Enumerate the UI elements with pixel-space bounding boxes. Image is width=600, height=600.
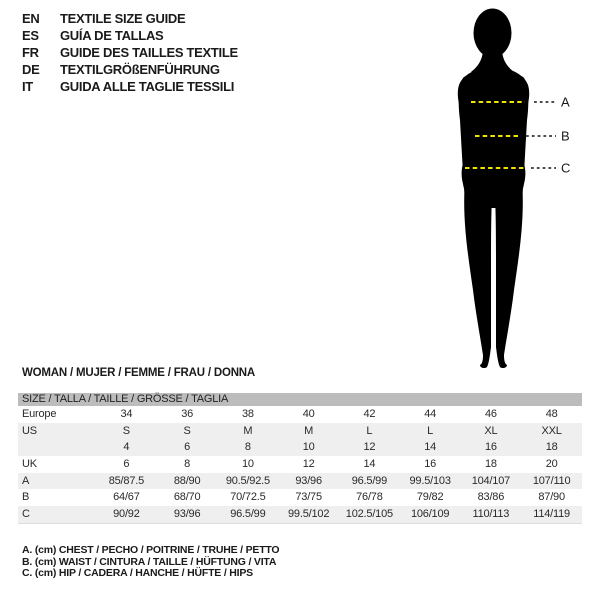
size-cell: 10	[241, 458, 254, 471]
size-cell: 85/87.5	[108, 474, 145, 487]
size-cell: 16	[484, 441, 497, 454]
language-row	[22, 44, 238, 61]
size-cell: 79/82	[416, 491, 444, 504]
size-cell: 76/78	[356, 491, 383, 504]
language-row	[22, 78, 238, 95]
gender-heading: WOMAN / MUJER / FEMME / FRAU / DONNA	[22, 367, 256, 379]
size-cell: 18	[484, 458, 497, 471]
language-code: FR	[22, 45, 39, 60]
size-cell: 90.5/92.5	[225, 474, 270, 487]
table-row	[18, 473, 582, 490]
size-cell: 73/75	[295, 491, 322, 504]
left-leg-silhouette	[464, 181, 492, 368]
size-cell: 114/119	[533, 508, 570, 521]
waist-label: B	[561, 128, 570, 144]
row-label: A	[22, 474, 30, 487]
table-row	[18, 439, 582, 456]
size-cell: 48	[545, 408, 558, 420]
size-cell: L	[427, 424, 434, 437]
size-cell: 83/86	[477, 491, 505, 504]
size-cell: 6	[123, 458, 130, 471]
language-row	[22, 10, 238, 27]
size-cell: 38	[241, 408, 254, 420]
size-table-body	[18, 406, 582, 524]
size-cell: 99.5/102	[288, 508, 330, 521]
language-code: IT	[22, 79, 33, 94]
size-cell: 14	[363, 458, 376, 471]
size-cell: 12	[302, 458, 315, 471]
size-cell: 93/96	[295, 474, 322, 487]
size-cell: 93/96	[173, 508, 201, 521]
language-code: ES	[22, 28, 39, 43]
size-table	[18, 393, 582, 524]
size-cell: 36	[181, 408, 194, 420]
size-cell: 20	[545, 458, 558, 471]
legend-row: A. (cm) CHEST / PECHO / POITRINE / TRUHE / PETTO	[22, 544, 280, 556]
size-cell: XXL	[541, 424, 562, 437]
language-row	[22, 61, 238, 78]
size-cell: 104/107	[471, 474, 511, 487]
size-cell: 8	[244, 441, 251, 454]
row-label: C	[22, 508, 30, 521]
chest-label: A	[561, 94, 570, 110]
size-cell: 102.5/105	[345, 508, 393, 521]
table-row	[18, 423, 582, 440]
size-cell: 96.5/99	[230, 508, 266, 521]
size-cell: 110/113	[472, 508, 510, 521]
size-cell: 87/90	[538, 491, 565, 504]
size-cell: 96.5/99	[351, 474, 388, 487]
size-table-header: SIZE / TALLA / TAILLE / GRÖSSE / TAGLIA	[18, 393, 582, 406]
size-cell: 99.5/103	[409, 474, 451, 487]
language-title: GUÍA DE TALLAS	[60, 28, 164, 43]
size-cell: 40	[302, 408, 315, 420]
language-code: EN	[22, 11, 40, 26]
language-title: GUIDA ALLE TAGLIE TESSILI	[60, 79, 235, 94]
language-title: TEXTILE SIZE GUIDE	[60, 11, 186, 26]
size-cell: 106/109	[410, 508, 450, 521]
size-cell: S	[183, 424, 191, 437]
row-label: UK	[22, 458, 37, 471]
table-row	[18, 489, 582, 506]
size-cell: 68/70	[173, 491, 201, 504]
measure-legend	[22, 545, 279, 580]
size-cell: 64/67	[113, 491, 140, 504]
row-label	[18, 439, 96, 456]
language-code: DE	[22, 62, 40, 77]
row-label: B	[22, 491, 30, 504]
size-cell: 42	[363, 408, 376, 420]
woman-silhouette-figure	[425, 5, 600, 370]
legend-row: B. (cm) WAIST / CINTURA / TAILLE / HÜFTUNG / VITA	[22, 555, 277, 568]
size-cell: 14	[424, 441, 437, 454]
size-cell: 6	[184, 441, 191, 454]
size-cell: 88/90	[173, 474, 201, 487]
language-row	[22, 27, 238, 44]
size-cell: 44	[424, 408, 437, 420]
right-leg-silhouette	[495, 181, 523, 368]
woman-silhouette-svg	[425, 5, 600, 370]
size-cell: M	[243, 424, 253, 437]
size-cell: 46	[484, 408, 497, 420]
table-row	[18, 456, 582, 473]
size-cell: 4	[123, 441, 130, 454]
row-label: US	[22, 424, 37, 437]
size-cell: 16	[424, 458, 437, 471]
size-cell: 70/72.5	[230, 491, 266, 504]
size-cell: 12	[363, 441, 376, 454]
language-title: TEXTILGRÖßENFÜHRUNG	[60, 62, 220, 77]
size-cell: 90/92	[113, 508, 140, 521]
size-cell: XL	[484, 424, 498, 437]
hip-label: C	[561, 160, 571, 176]
legend-row: C. (cm) HIP / CADERA / HANCHE / HÜFTE / HIPS	[22, 567, 253, 579]
size-cell: 18	[545, 441, 558, 454]
language-title-list	[22, 10, 238, 95]
language-title: GUIDE DES TAILLES TEXTILE	[60, 45, 238, 60]
size-cell: 8	[184, 458, 191, 471]
size-cell: L	[366, 424, 373, 437]
table-row	[18, 506, 582, 523]
row-label: Europe	[22, 408, 57, 420]
table-row	[18, 406, 582, 423]
size-cell: 107/110	[532, 474, 571, 487]
size-cell: S	[122, 424, 130, 437]
size-cell: 10	[302, 441, 315, 454]
size-cell: 34	[120, 408, 133, 420]
size-cell: M	[304, 424, 314, 437]
